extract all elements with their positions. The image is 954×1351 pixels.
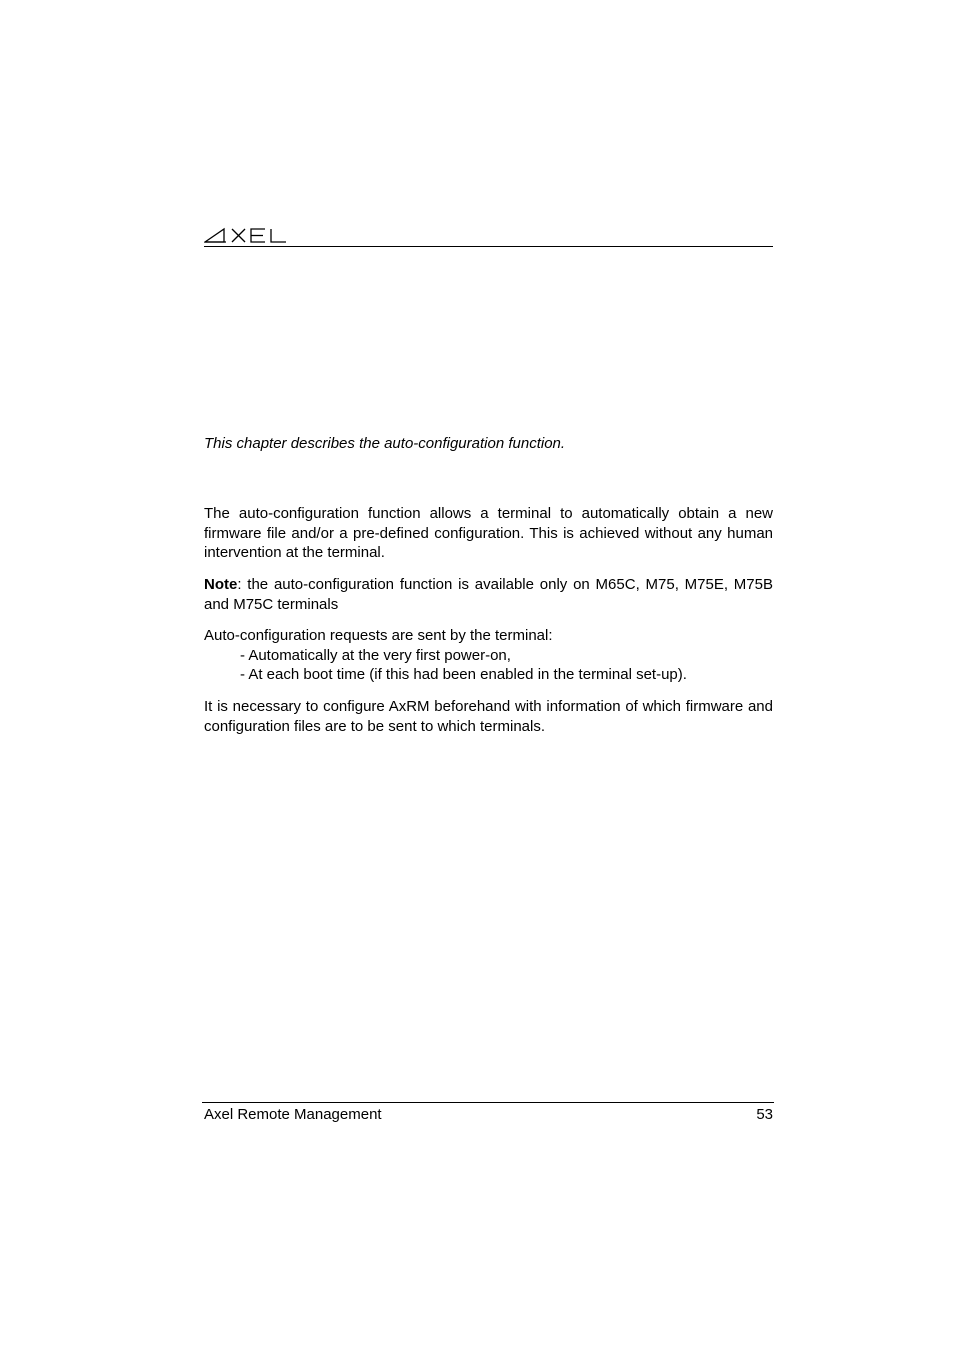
- paragraph-note: [204, 575, 773, 614]
- paragraph-overview: The auto-configuration function allows a terminal to automatically obtain a new firmware file and/or a pre-defined configuration. This is achieved without any human intervention at the terminal.: [204, 505, 773, 561]
- list-item: - Automatically at the very first power-on,: [240, 646, 511, 664]
- paragraph-requests: [204, 626, 773, 685]
- axel-logo: [204, 224, 290, 244]
- requests-lead: Auto-configuration requests are sent by the terminal:: [204, 627, 553, 644]
- note-text: : the auto-configuration function is available only on M65C, M75, M75E, M75B and M75C terminals: [204, 576, 773, 613]
- paragraph-configure: It is necessary to configure AxRM beforehand with information of which firmware and configuration files are to be sent to which terminals.: [204, 698, 773, 735]
- list-item: - At each boot time (if this had been enabled in the terminal set-up).: [240, 666, 687, 683]
- page-footer: [202, 1102, 774, 1123]
- note-label: Note: [204, 576, 238, 593]
- chapter-intro: This chapter describes the auto-configuration function.: [204, 435, 566, 452]
- page-header: [204, 224, 773, 247]
- footer-title: Axel Remote Management: [204, 1106, 382, 1123]
- page-number: 53: [756, 1106, 773, 1123]
- axel-logo-icon: [204, 224, 290, 244]
